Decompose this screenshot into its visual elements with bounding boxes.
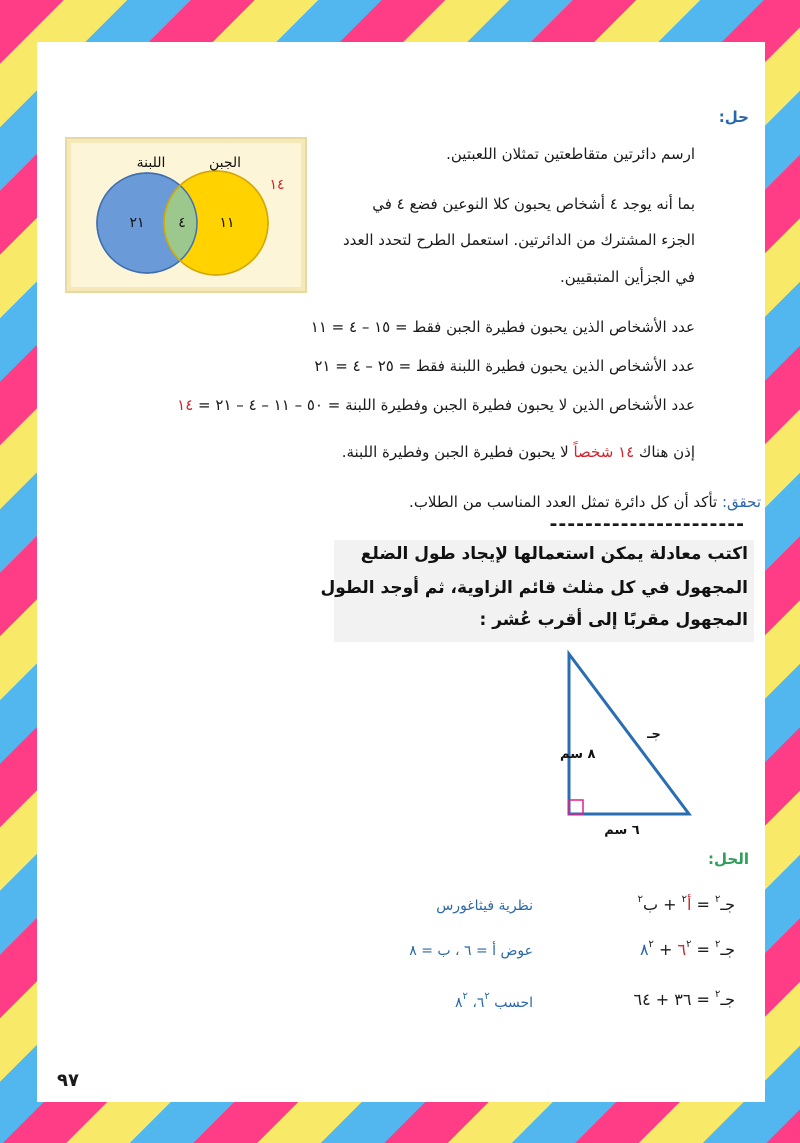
step-2-formula: جـ$^٢$ = $٦^٢$ + $٨^٢$ (639, 939, 735, 959)
step-1-lhs: جـ (720, 895, 735, 914)
conclusion-highlight: ١٤ شخصاً (573, 443, 635, 461)
step-3-lhs: جـ (720, 990, 735, 1009)
side-horizontal-label: ٦ سم (604, 823, 640, 838)
equation-neither-text: عدد الأشخاص الذين لا يحبون فطيرة الجبن وفطيرة اللبنة = ٥٠ – ١١ – ٤ – ٢١ = (193, 396, 695, 414)
venn-left-only-value: ٢١ (129, 215, 145, 231)
step-2-lhs: جـ (720, 940, 735, 959)
conclusion-before: إذن هناك (638, 443, 695, 461)
step-3-rhs: = ٣٦ + ٦٤ (633, 990, 710, 1009)
problem-line-2: المجهول في كل مثلث قائم الزاوية، ثم أوجد الطول (320, 578, 748, 598)
equation-labneh-only: عدد الأشخاص الذين يحبون فطيرة اللبنة فقط = ٢٥ – ٤ = ٢١ (314, 357, 695, 375)
step-2-rhs: = $٦^٢$ + $٨^٢$ (639, 939, 710, 959)
step-2-note: عوض أ = ٦ ، ب = ٨ (409, 943, 533, 959)
step-3-note: احسب $٦^٢،$ $٨^٢$ (454, 991, 533, 1011)
check-text: تأكد أن كل دائرة تمثل العدد المناسب من الطلاب. (409, 493, 718, 511)
venn-diagram (67, 139, 305, 291)
venn-left-label: اللبنة (136, 155, 166, 171)
problem-line-3: المجهول مقربًا إلى أقرب عُشر : (479, 610, 748, 630)
venn-diagram-box (65, 137, 307, 293)
check-line (409, 493, 761, 511)
venn-both-value: ٤ (178, 215, 186, 231)
step-3-formula: جـ$^٢$ = ٣٦ + ٦٤ (633, 989, 735, 1009)
step-1-note: نظرية فيثاغورس (436, 898, 533, 914)
hypotenuse-label: جـ (647, 727, 661, 742)
venn-right-only-value: ١١ (219, 215, 235, 231)
paragraph-draw-circles: ارسم دائرتين متقاطعتين تمثلان اللعبتين. (446, 145, 695, 163)
equation-cheese-only: عدد الأشخاص الذين يحبون فطيرة الجبن فقط = ١٥ – ٤ = ١١ (310, 318, 695, 336)
conclusion-after: لا يحبون فطيرة الجبن وفطيرة اللبنة. (341, 443, 569, 461)
problem-line-1: اكتب معادلة يمكن استعمالها لإيجاد طول الضلع (360, 544, 748, 564)
solution-2-label: الحل: (708, 850, 749, 868)
paragraph-remaining-parts: في الجزأين المتبقيين. (560, 268, 695, 286)
venn-right-label: الجبن (208, 155, 242, 171)
side-vertical-label: ٨ سم (560, 747, 596, 762)
paragraph-common-part: الجزء المشترك من الدائرتين. استعمل الطرح لتحدد العدد (342, 231, 695, 249)
equation-neither (177, 396, 695, 414)
step-1-formula: جـ$^٢$ = أ$^٢$ + ب$^٢$ (637, 894, 735, 914)
paragraph-four-people: بما أنه يوجد ٤ أشخاص يحبون كلا النوعين فضع ٤ في (372, 195, 695, 213)
separator-line: ---------------------- (549, 513, 745, 535)
venn-outside-value: ١٤ (269, 177, 285, 193)
page-number: ٩٧ (57, 1070, 79, 1091)
solution-label: حل: (718, 108, 749, 126)
equation-neither-result: ١٤ (177, 396, 194, 414)
check-label: تحقق: (721, 493, 761, 511)
right-triangle-figure (522, 648, 750, 843)
problem-statement-box (320, 540, 754, 642)
step-1-rhs: = أ$^٢$ + ب$^٢$ (637, 894, 710, 914)
page-sheet (37, 42, 765, 1102)
conclusion (342, 443, 695, 461)
